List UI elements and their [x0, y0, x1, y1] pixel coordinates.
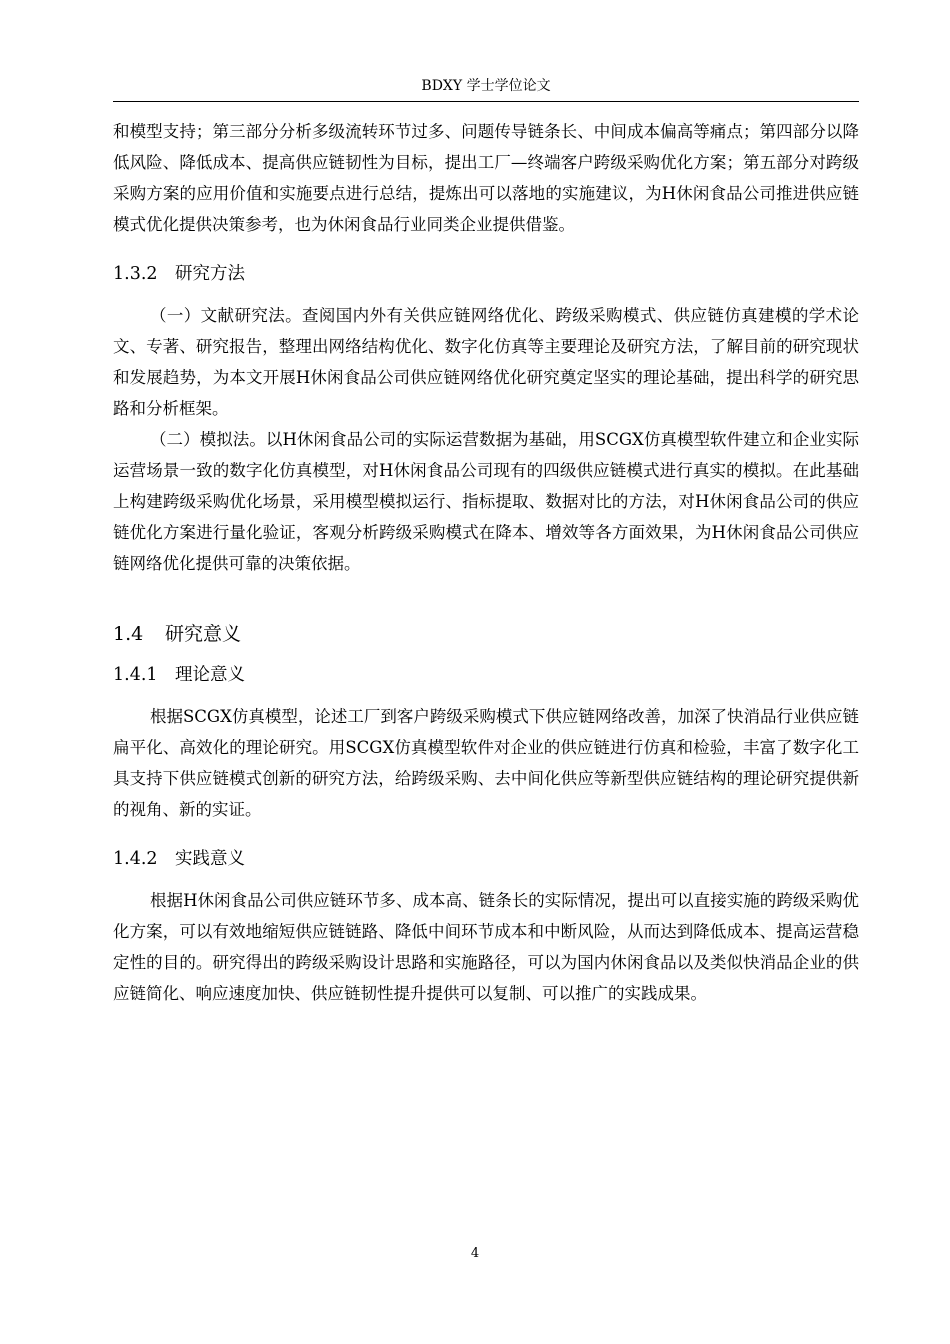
header-divider: [113, 101, 859, 102]
paragraph-simulation-method: （二）模拟法。以H休闲食品公司的实际运营数据为基础，用SCGX仿真模型软件建立和企业实际运营场景一致的数字化仿真模型，对H休闲食品公司现有的四级供应链模式进行真实的模拟。在此基础上构建跨级采购优化场景，采用模型模拟运行、指标提取、数据对比的方法，对H休闲食品公司的供应链优化方案进行量化验证，客观分析跨级采购模式在降本、增效等各方面效果，为H休闲食品公司供应链网络优化提供可靠的决策依据。: [113, 430, 859, 573]
section-number: 1.4.2: [113, 849, 158, 869]
page-number: 4: [470, 1246, 480, 1261]
section-heading-1-4: [113, 621, 859, 647]
section-heading-1-4-1: [113, 663, 859, 687]
section-title: 理论意义: [175, 665, 245, 685]
section-number: 1.3.2: [113, 264, 158, 284]
section-heading-1-3-2: [113, 262, 859, 286]
section-number: 1.4: [113, 623, 144, 645]
paragraph-theoretical-significance: 根据SCGX仿真模型，论述工厂到客户跨级采购模式下供应链网络改善，加深了快消品行业供应链扁平化、高效化的理论研究。用SCGX仿真模型软件对企业的供应链进行仿真和检验，丰富了数字化工具支持下供应链模式创新的研究方法，给跨级采购、去中间化供应等新型供应链结构的理论研究提供新的视角、新的实证。: [113, 707, 859, 819]
section-title: 研究意义: [165, 623, 242, 645]
continuation-paragraph: 和模型支持；第三部分分析多级流转环节过多、问题传导链条长、中间成本偏高等痛点；第四部分以降低风险、降低成本、提高供应链韧性为目标，提出工厂—终端客户跨级采购优化方案；第五部分对跨级采购方案的应用价值和实施要点进行总结，提炼出可以落地的实施建议，为H休闲食品公司推进供应链模式优化提供决策参考，也为休闲食品行业同类企业提供借鉴。: [113, 122, 859, 234]
document-body: [113, 116, 859, 1009]
page-header-title: BDXY 学士学位论文: [421, 78, 551, 94]
section-heading-1-4-2: [113, 847, 859, 871]
paragraph-literature-method: （一）文献研究法。查阅国内外有关供应链网络优化、跨级采购模式、供应链仿真建模的学术论文、专著、研究报告，整理出网络结构优化、数字化仿真等主要理论及研究方法，了解目前的研究现状和发展趋势，为本文开展H休闲食品公司供应链网络优化研究奠定坚实的理论基础，提出科学的研究思路和分析框架。: [113, 306, 859, 418]
paragraph-practical-significance: 根据H休闲食品公司供应链环节多、成本高、链条长的实际情况，提出可以直接实施的跨级采购优化方案，可以有效地缩短供应链链路、降低中间环节成本和中断风险，从而达到降低成本、提高运营稳定性的目的。研究得出的跨级采购设计思路和实施路径，可以为国内休闲食品以及类似快消品企业的供应链简化、响应速度加快、供应链韧性提升提供可以复制、可以推广的实践成果。: [113, 891, 859, 1003]
section-title: 实践意义: [175, 849, 245, 869]
section-number: 1.4.1: [113, 665, 158, 685]
section-title: 研究方法: [175, 264, 245, 284]
